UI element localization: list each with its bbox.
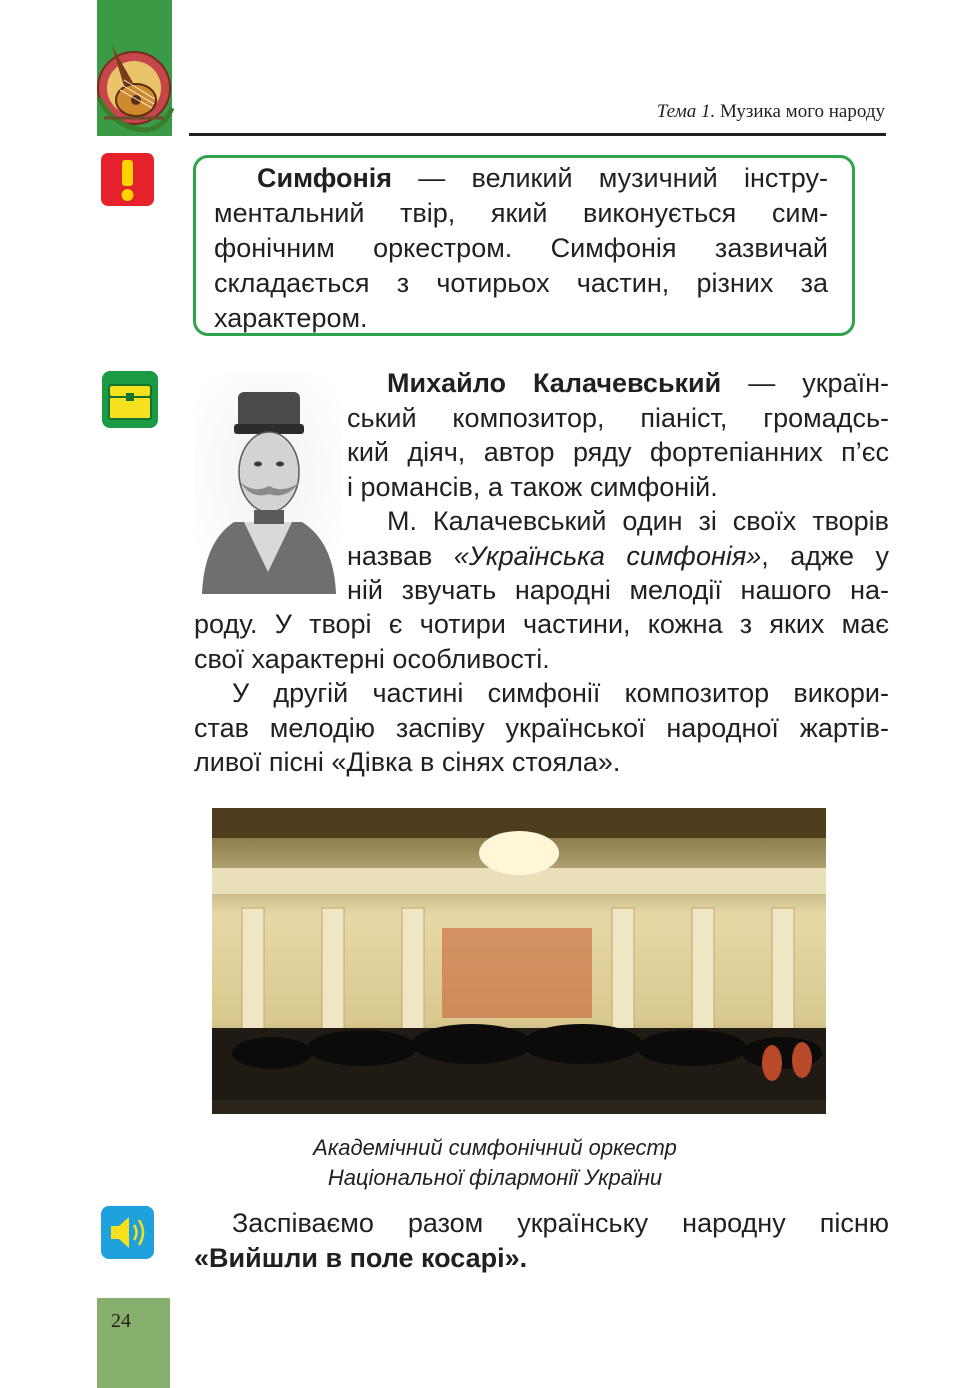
bio-line-1 (347, 366, 889, 401)
orchestra-photo (212, 808, 826, 1114)
song-paragraph (194, 1206, 889, 1276)
caption-line-1: Академічний симфонічний оркестр (313, 1135, 677, 1160)
definition-line-4: складається з чотирьох частин, різних за (214, 268, 828, 298)
bio-line-2: ський композитор, піаніст, громадсь- (347, 402, 889, 433)
bandura-emblem-icon (94, 38, 176, 138)
term-symphony: Симфонія (257, 163, 393, 193)
definition-line-2: ментальний твір, який виконується сим- (214, 198, 828, 228)
running-header (657, 101, 885, 123)
bio-line-6 (347, 539, 889, 574)
definition-text (214, 161, 828, 336)
definition-line-1-rest: — великий музичний інстру- (392, 163, 828, 193)
bio-line-5: М. Калачевський один зі своїх творів (387, 506, 889, 536)
kalachevsky-portrait (194, 372, 342, 594)
bio-line-4: і романсів, а також симфоній. (347, 471, 718, 502)
header-rule (189, 133, 886, 136)
page-number: 24 (111, 1310, 131, 1332)
body-line-10: У другій частині симфонії композитор викори- (232, 678, 889, 708)
bio-line-6-start: назвав (347, 540, 454, 571)
song-line-1: Заспіваємо разом українську народну пісню (232, 1208, 889, 1238)
body-line-8: роду. У творі є чотири частини, кожна з яких має (194, 609, 889, 639)
body-line-12: ливої пісні «Дівка в сінях стояла». (194, 747, 621, 777)
definition-line-1 (214, 161, 828, 196)
body-line-9: свої характерні особливості. (194, 643, 550, 674)
bio-paragraph (347, 366, 889, 608)
work-title: «Українська симфонія» (453, 540, 762, 571)
definition-line-3: фонічним оркестром. Симфонія зазвичай (214, 233, 828, 263)
composer-name: Михайло Калачевський (387, 368, 722, 398)
definition-line-5: характером. (214, 303, 368, 333)
bio-line-3: кий діяч, автор ряду фортепіанних п’єс (347, 437, 889, 467)
photo-caption (212, 1133, 778, 1193)
bio-line-6-end: , адже у (761, 540, 890, 571)
bio-line-1-rest: — україн- (721, 368, 889, 398)
treasure-chest-icon (102, 371, 158, 428)
song-title: «Вийшли в поле косарі». (194, 1243, 528, 1273)
bio-line-7: ній звучать народні мелодії нашого на- (347, 575, 889, 605)
exclamation-icon (101, 153, 154, 206)
caption-line-2: Національної філармонії України (327, 1165, 663, 1190)
body-paragraph (194, 607, 889, 780)
speaker-sound-icon (101, 1206, 154, 1259)
topic-label: Тема 1. (656, 101, 716, 122)
topic-title: Музика мого народу (719, 101, 885, 122)
body-line-11: став мелодію заспіву української народної жартів- (194, 712, 889, 743)
side-band-bottom (97, 1298, 170, 1388)
